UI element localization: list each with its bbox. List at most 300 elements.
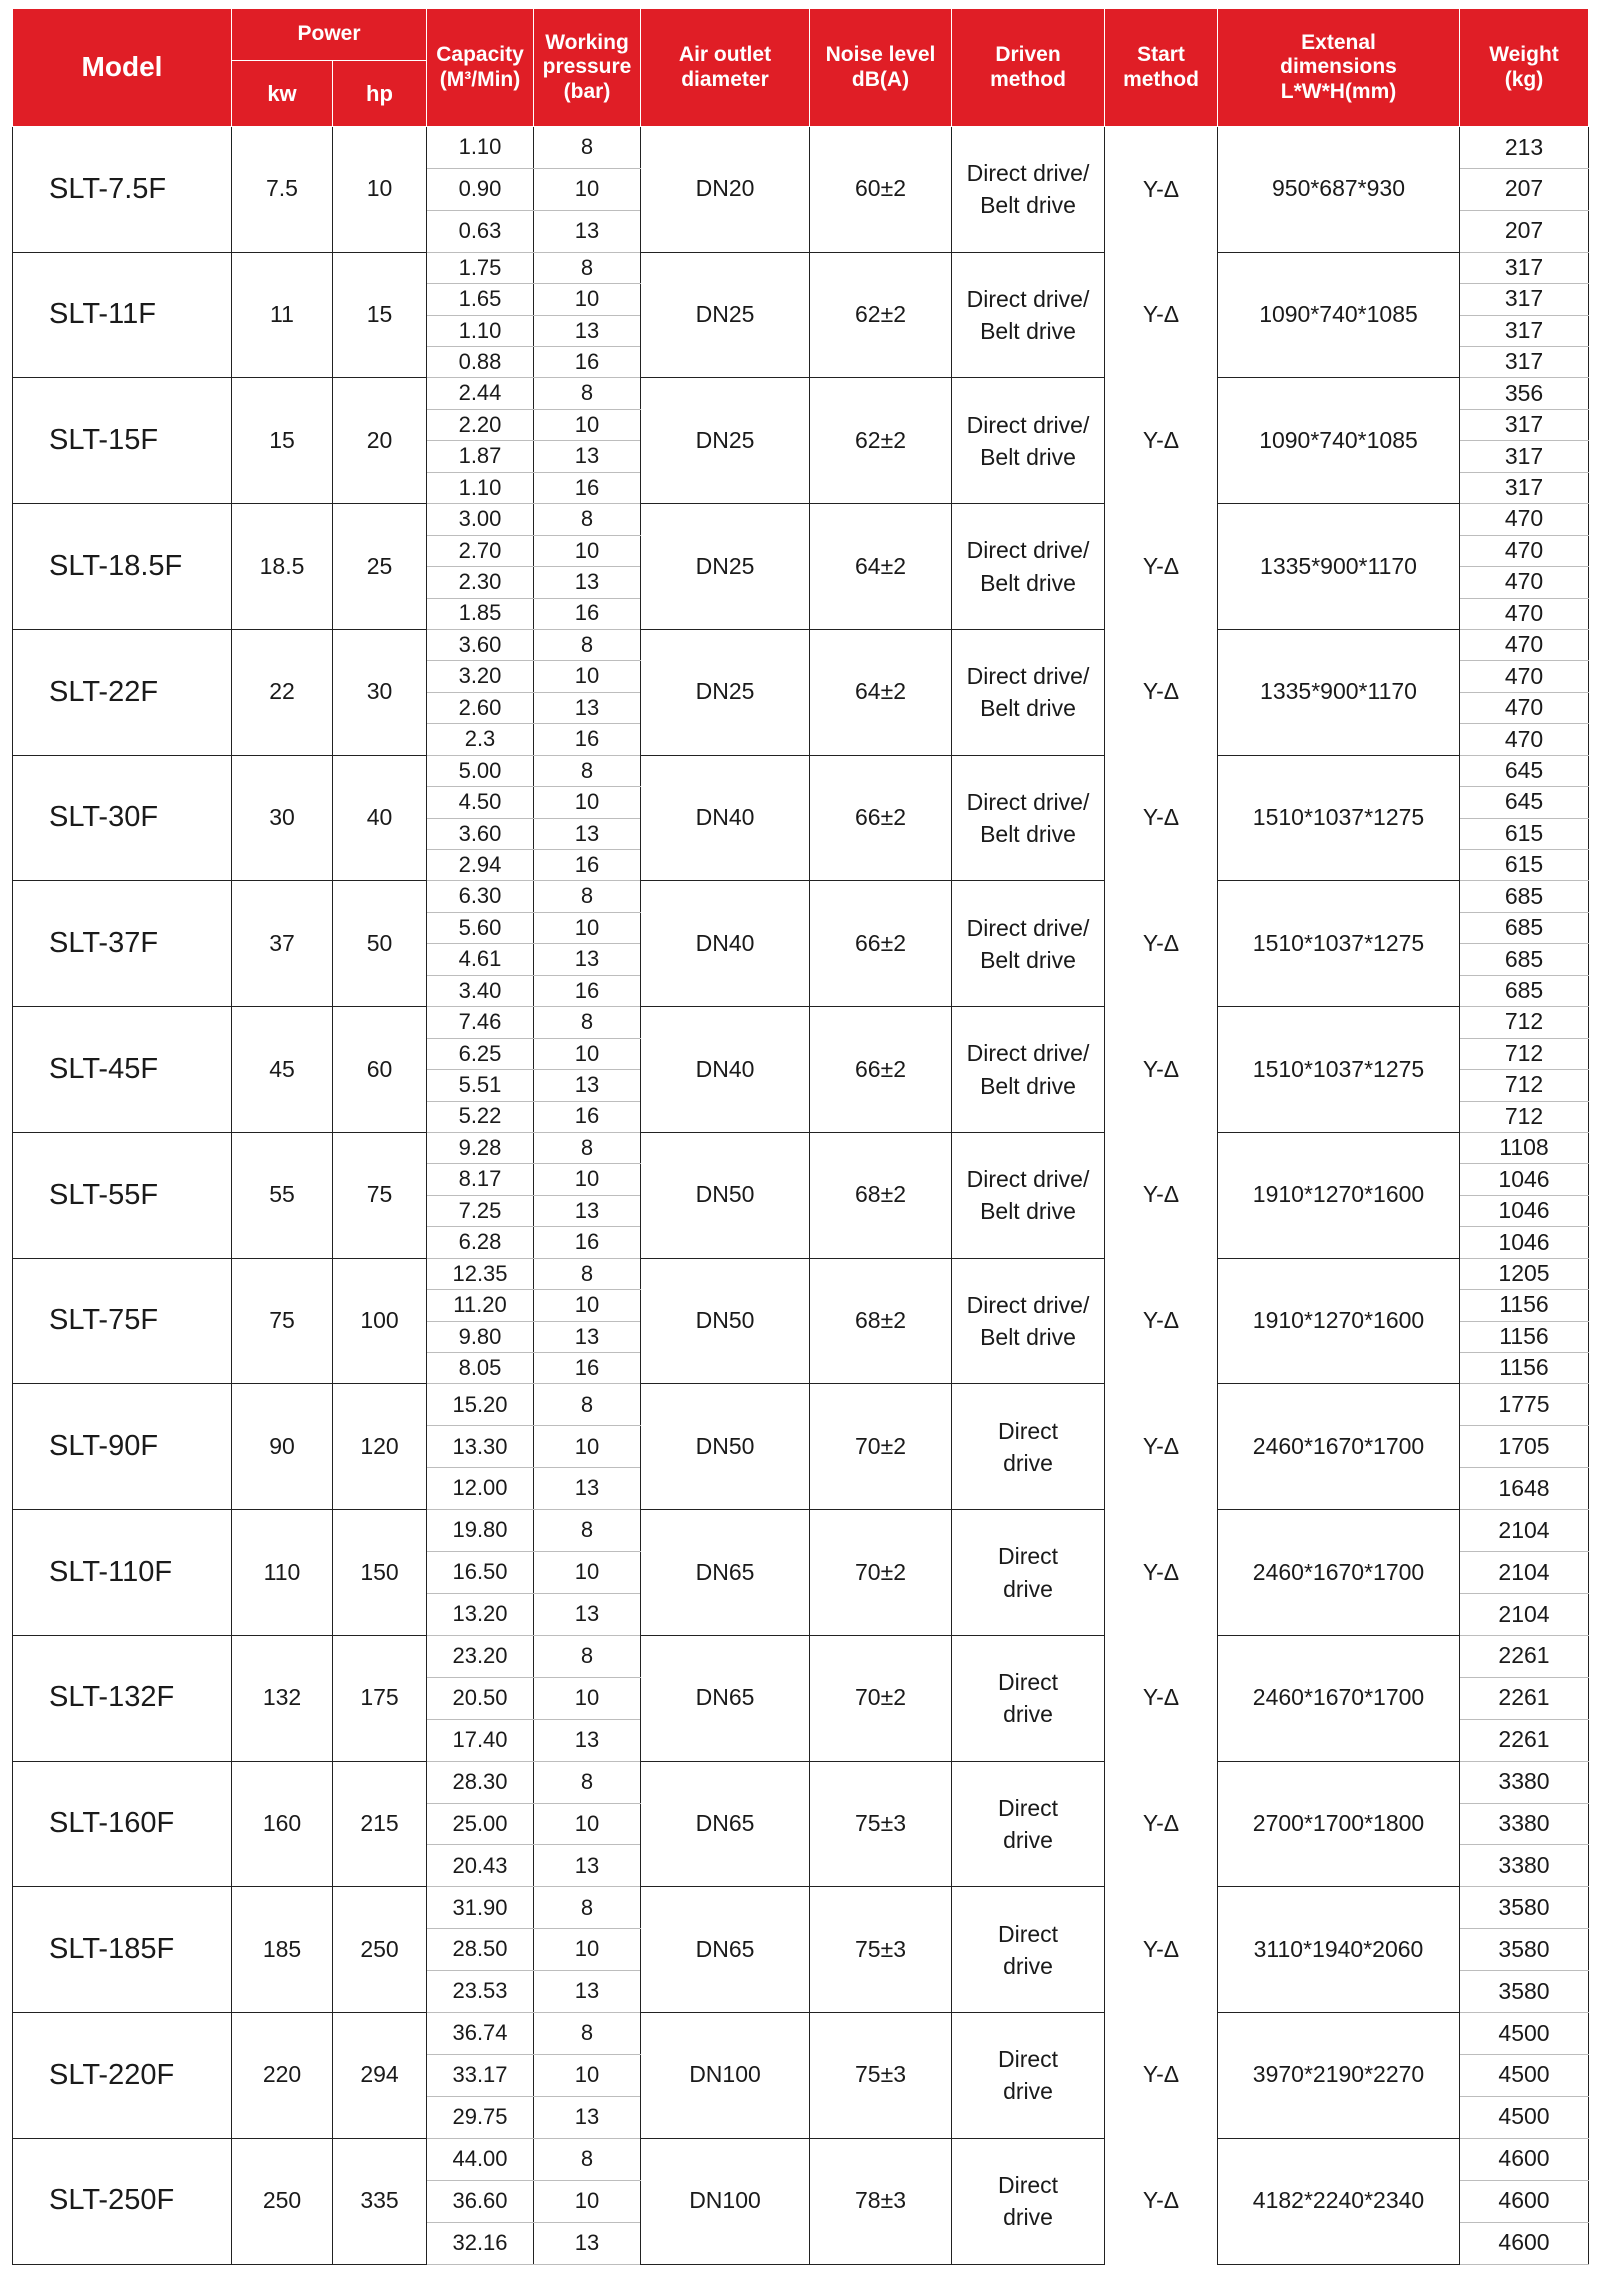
power-kw: 132 xyxy=(232,1635,333,1761)
capacity-value: 2.94 xyxy=(427,850,534,881)
model-name: SLT-11F xyxy=(13,252,232,378)
pressure-value: 8 xyxy=(534,127,641,169)
air-outlet: DN50 xyxy=(641,1384,810,1510)
capacity-value: 6.28 xyxy=(427,1227,534,1258)
header-outlet xyxy=(641,9,810,127)
power-kw: 7.5 xyxy=(232,127,333,253)
pressure-value: 16 xyxy=(534,724,641,755)
weight-value: 470 xyxy=(1460,598,1589,629)
weight-value: 712 xyxy=(1460,1070,1589,1101)
start-method: Y-Δ xyxy=(1105,1887,1218,2013)
power-kw: 90 xyxy=(232,1384,333,1510)
noise-level: 70±2 xyxy=(810,1635,952,1761)
pressure-value: 8 xyxy=(534,252,641,283)
driven-method-line1: Direct xyxy=(997,1543,1059,1570)
driven-method-line2: Belt drive xyxy=(980,946,1076,973)
capacity-value: 0.90 xyxy=(427,168,534,210)
start-method: Y-Δ xyxy=(1105,252,1218,378)
header-driven xyxy=(952,9,1105,127)
noise-level: 68±2 xyxy=(810,1258,952,1384)
power-kw: 75 xyxy=(232,1258,333,1384)
header-hp xyxy=(333,61,427,127)
start-method: Y-Δ xyxy=(1105,1384,1218,1510)
pressure-value: 8 xyxy=(534,881,641,912)
weight-value: 470 xyxy=(1460,661,1589,692)
start-method: Y-Δ xyxy=(1105,1761,1218,1887)
header-dims-line3: L*W*H(mm) xyxy=(1280,79,1397,103)
capacity-value: 3.20 xyxy=(427,661,534,692)
model-name: SLT-18.5F xyxy=(13,504,232,630)
weight-value: 470 xyxy=(1460,724,1589,755)
driven-method xyxy=(952,881,1105,1007)
weight-value: 3580 xyxy=(1460,1971,1589,2013)
noise-level: 62±2 xyxy=(810,252,952,378)
air-outlet: DN40 xyxy=(641,1007,810,1133)
weight-value: 645 xyxy=(1460,787,1589,818)
header-driven-line2: method xyxy=(990,67,1066,91)
pressure-value: 13 xyxy=(534,1468,641,1510)
driven-method-line1: Direct xyxy=(997,1794,1059,1821)
external-dimensions: 1510*1037*1275 xyxy=(1218,1007,1460,1133)
driven-method-line1: Direct drive/ xyxy=(966,914,1090,941)
capacity-value: 4.61 xyxy=(427,944,534,975)
table-row xyxy=(13,378,1589,409)
pressure-value: 8 xyxy=(534,2138,641,2180)
header-pressure xyxy=(534,9,641,127)
power-hp: 40 xyxy=(333,755,427,881)
pressure-value: 16 xyxy=(534,347,641,378)
pressure-value: 8 xyxy=(534,1887,641,1929)
driven-method xyxy=(952,504,1105,630)
driven-method xyxy=(952,1761,1105,1887)
air-outlet: DN25 xyxy=(641,504,810,630)
header-capacity xyxy=(427,9,534,127)
capacity-value: 3.60 xyxy=(427,629,534,660)
header-start-line1: Start xyxy=(1137,43,1185,67)
header-pressure-line2: pressure xyxy=(542,55,632,79)
weight-value: 685 xyxy=(1460,975,1589,1006)
pressure-value: 10 xyxy=(534,2054,641,2096)
noise-level: 62±2 xyxy=(810,378,952,504)
model-name: SLT-90F xyxy=(13,1384,232,1510)
driven-method-line1: Direct drive/ xyxy=(966,1040,1090,1067)
weight-value: 4600 xyxy=(1460,2222,1589,2264)
external-dimensions: 1910*1270*1600 xyxy=(1218,1258,1460,1384)
power-kw: 30 xyxy=(232,755,333,881)
noise-level: 64±2 xyxy=(810,504,952,630)
pressure-value: 16 xyxy=(534,1101,641,1132)
table-row xyxy=(13,1384,1589,1426)
header-outlet-line1: Air outlet xyxy=(678,43,772,67)
power-hp: 60 xyxy=(333,1007,427,1133)
power-hp: 50 xyxy=(333,881,427,1007)
external-dimensions: 2700*1700*1800 xyxy=(1218,1761,1460,1887)
capacity-value: 8.17 xyxy=(427,1164,534,1195)
pressure-value: 8 xyxy=(534,1132,641,1163)
pressure-value: 10 xyxy=(534,284,641,315)
power-kw: 15 xyxy=(232,378,333,504)
power-kw: 22 xyxy=(232,629,333,755)
pressure-value: 10 xyxy=(534,1164,641,1195)
power-kw: 55 xyxy=(232,1132,333,1258)
table-row xyxy=(13,504,1589,535)
driven-method-line2: Belt drive xyxy=(980,569,1076,596)
weight-value: 1775 xyxy=(1460,1384,1589,1426)
weight-value: 207 xyxy=(1460,210,1589,252)
table-row xyxy=(13,881,1589,912)
driven-method xyxy=(952,2013,1105,2139)
air-outlet: DN25 xyxy=(641,629,810,755)
noise-level: 75±3 xyxy=(810,1761,952,1887)
capacity-value: 1.75 xyxy=(427,252,534,283)
spec-table xyxy=(12,8,1589,2265)
weight-value: 685 xyxy=(1460,944,1589,975)
weight-value: 1648 xyxy=(1460,1468,1589,1510)
header-capacity-line2: (M³/Min) xyxy=(439,67,521,91)
capacity-value: 19.80 xyxy=(427,1510,534,1552)
pressure-value: 16 xyxy=(534,472,641,503)
pressure-value: 16 xyxy=(534,850,641,881)
external-dimensions: 1090*740*1085 xyxy=(1218,252,1460,378)
driven-method xyxy=(952,1384,1105,1510)
table-row xyxy=(13,1635,1589,1677)
header-kw xyxy=(232,61,333,127)
driven-method-line2: Belt drive xyxy=(980,1072,1076,1099)
capacity-value: 36.60 xyxy=(427,2180,534,2222)
capacity-value: 1.85 xyxy=(427,598,534,629)
driven-method-line2: drive xyxy=(1003,1952,1053,1979)
weight-value: 3380 xyxy=(1460,1803,1589,1845)
model-name: SLT-220F xyxy=(13,2013,232,2139)
power-kw: 18.5 xyxy=(232,504,333,630)
air-outlet: DN25 xyxy=(641,378,810,504)
external-dimensions: 1910*1270*1600 xyxy=(1218,1132,1460,1258)
pressure-value: 13 xyxy=(534,944,641,975)
weight-value: 317 xyxy=(1460,409,1589,440)
capacity-value: 2.3 xyxy=(427,724,534,755)
header-weight-line1: Weight xyxy=(1489,43,1559,67)
pressure-value: 8 xyxy=(534,504,641,535)
header-start xyxy=(1105,9,1218,127)
start-method: Y-Δ xyxy=(1105,881,1218,1007)
table-row xyxy=(13,252,1589,283)
header-driven-line1: Driven xyxy=(995,43,1061,67)
air-outlet: DN100 xyxy=(641,2013,810,2139)
header-noise xyxy=(810,9,952,127)
table-row xyxy=(13,1887,1589,1929)
header-start-line2: method xyxy=(1123,67,1199,91)
start-method: Y-Δ xyxy=(1105,1635,1218,1761)
driven-method-line1: Direct drive/ xyxy=(966,285,1090,312)
weight-value: 3580 xyxy=(1460,1887,1589,1929)
driven-method xyxy=(952,1887,1105,2013)
pressure-value: 10 xyxy=(534,535,641,566)
capacity-value: 7.25 xyxy=(427,1195,534,1226)
capacity-value: 1.10 xyxy=(427,315,534,346)
driven-method xyxy=(952,1007,1105,1133)
driven-method-line1: Direct xyxy=(997,1669,1059,1696)
model-name: SLT-37F xyxy=(13,881,232,1007)
air-outlet: DN65 xyxy=(641,1761,810,1887)
driven-method-line1: Direct drive/ xyxy=(966,788,1090,815)
driven-method-line1: Direct drive/ xyxy=(966,411,1090,438)
weight-value: 317 xyxy=(1460,441,1589,472)
external-dimensions: 950*687*930 xyxy=(1218,127,1460,253)
table-row xyxy=(13,1761,1589,1803)
capacity-value: 12.00 xyxy=(427,1468,534,1510)
pressure-value: 10 xyxy=(534,1803,641,1845)
power-hp: 20 xyxy=(333,378,427,504)
pressure-value: 10 xyxy=(534,168,641,210)
pressure-value: 13 xyxy=(534,1594,641,1636)
model-name: SLT-250F xyxy=(13,2138,232,2264)
weight-value: 685 xyxy=(1460,912,1589,943)
noise-level: 60±2 xyxy=(810,127,952,253)
pressure-value: 10 xyxy=(534,661,641,692)
weight-value: 4600 xyxy=(1460,2180,1589,2222)
power-kw: 11 xyxy=(232,252,333,378)
external-dimensions: 1510*1037*1275 xyxy=(1218,881,1460,1007)
spec-body xyxy=(13,127,1589,2265)
driven-method xyxy=(952,1510,1105,1636)
external-dimensions: 2460*1670*1700 xyxy=(1218,1384,1460,1510)
pressure-value: 13 xyxy=(534,818,641,849)
power-hp: 215 xyxy=(333,1761,427,1887)
header-pressure-line1: Working xyxy=(545,31,629,55)
weight-value: 2104 xyxy=(1460,1594,1589,1636)
capacity-value: 3.00 xyxy=(427,504,534,535)
table-row xyxy=(13,2138,1589,2180)
pressure-value: 13 xyxy=(534,1070,641,1101)
power-hp: 15 xyxy=(333,252,427,378)
capacity-value: 23.53 xyxy=(427,1971,534,2013)
weight-value: 712 xyxy=(1460,1007,1589,1038)
pressure-value: 10 xyxy=(534,1677,641,1719)
pressure-value: 16 xyxy=(534,1353,641,1384)
weight-value: 2261 xyxy=(1460,1635,1589,1677)
capacity-value: 5.00 xyxy=(427,755,534,786)
driven-method-line2: drive xyxy=(1003,1701,1053,1728)
driven-method-line1: Direct drive/ xyxy=(966,663,1090,690)
air-outlet: DN100 xyxy=(641,2138,810,2264)
table-row xyxy=(13,1132,1589,1163)
pressure-value: 10 xyxy=(534,1552,641,1594)
header-dims-line2: dimensions xyxy=(1280,55,1397,79)
header-capacity-line1: Capacity xyxy=(436,43,524,67)
driven-method-line2: drive xyxy=(1003,1449,1053,1476)
noise-level: 66±2 xyxy=(810,1007,952,1133)
pressure-value: 13 xyxy=(534,441,641,472)
weight-value: 2104 xyxy=(1460,1510,1589,1552)
pressure-value: 13 xyxy=(534,1195,641,1226)
driven-method-line1: Direct drive/ xyxy=(966,537,1090,564)
driven-method xyxy=(952,1258,1105,1384)
table-row xyxy=(13,1510,1589,1552)
power-kw: 250 xyxy=(232,2138,333,2264)
weight-value: 1156 xyxy=(1460,1321,1589,1352)
driven-method-line2: drive xyxy=(1003,1826,1053,1853)
capacity-value: 29.75 xyxy=(427,2096,534,2138)
start-method: Y-Δ xyxy=(1105,2138,1218,2264)
model-name: SLT-45F xyxy=(13,1007,232,1133)
model-name: SLT-15F xyxy=(13,378,232,504)
capacity-value: 6.30 xyxy=(427,881,534,912)
pressure-value: 13 xyxy=(534,2222,641,2264)
driven-method-line2: Belt drive xyxy=(980,1198,1076,1225)
driven-method-line2: Belt drive xyxy=(980,695,1076,722)
capacity-value: 0.88 xyxy=(427,347,534,378)
weight-value: 3380 xyxy=(1460,1845,1589,1887)
driven-method xyxy=(952,2138,1105,2264)
driven-method-line1: Direct drive/ xyxy=(966,1166,1090,1193)
pressure-value: 10 xyxy=(534,1038,641,1069)
capacity-value: 36.74 xyxy=(427,2013,534,2055)
air-outlet: DN65 xyxy=(641,1635,810,1761)
weight-value: 3580 xyxy=(1460,1929,1589,1971)
model-name: SLT-75F xyxy=(13,1258,232,1384)
power-hp: 25 xyxy=(333,504,427,630)
pressure-value: 8 xyxy=(534,1258,641,1289)
header-pressure-line3: (bar) xyxy=(563,79,611,103)
air-outlet: DN65 xyxy=(641,1510,810,1636)
capacity-value: 44.00 xyxy=(427,2138,534,2180)
power-hp: 100 xyxy=(333,1258,427,1384)
power-hp: 75 xyxy=(333,1132,427,1258)
driven-method xyxy=(952,755,1105,881)
start-method: Y-Δ xyxy=(1105,504,1218,630)
table-row xyxy=(13,2013,1589,2055)
pressure-value: 8 xyxy=(534,1635,641,1677)
pressure-value: 10 xyxy=(534,2180,641,2222)
weight-value: 3380 xyxy=(1460,1761,1589,1803)
model-name: SLT-132F xyxy=(13,1635,232,1761)
power-kw: 110 xyxy=(232,1510,333,1636)
weight-value: 317 xyxy=(1460,347,1589,378)
start-method: Y-Δ xyxy=(1105,2013,1218,2139)
start-method: Y-Δ xyxy=(1105,1132,1218,1258)
weight-value: 685 xyxy=(1460,881,1589,912)
capacity-value: 0.63 xyxy=(427,210,534,252)
model-name: SLT-7.5F xyxy=(13,127,232,253)
header-dimensions xyxy=(1218,9,1460,127)
model-name: SLT-22F xyxy=(13,629,232,755)
capacity-value: 9.28 xyxy=(427,1132,534,1163)
weight-value: 317 xyxy=(1460,252,1589,283)
start-method: Y-Δ xyxy=(1105,1007,1218,1133)
pressure-value: 8 xyxy=(534,2013,641,2055)
pressure-value: 8 xyxy=(534,629,641,660)
pressure-value: 10 xyxy=(534,409,641,440)
capacity-value: 25.00 xyxy=(427,1803,534,1845)
pressure-value: 10 xyxy=(534,1426,641,1468)
power-hp: 120 xyxy=(333,1384,427,1510)
weight-value: 2261 xyxy=(1460,1719,1589,1761)
header-noise-line1: Noise level xyxy=(825,43,936,67)
table-row xyxy=(13,755,1589,786)
capacity-value: 11.20 xyxy=(427,1290,534,1321)
capacity-value: 17.40 xyxy=(427,1719,534,1761)
table-row xyxy=(13,629,1589,660)
weight-value: 4500 xyxy=(1460,2054,1589,2096)
capacity-value: 3.40 xyxy=(427,975,534,1006)
capacity-value: 31.90 xyxy=(427,1887,534,1929)
weight-value: 1108 xyxy=(1460,1132,1589,1163)
pressure-value: 10 xyxy=(534,1290,641,1321)
power-hp: 335 xyxy=(333,2138,427,2264)
power-hp: 150 xyxy=(333,1510,427,1636)
power-hp: 250 xyxy=(333,1887,427,2013)
external-dimensions: 3110*1940*2060 xyxy=(1218,1887,1460,2013)
pressure-value: 10 xyxy=(534,1929,641,1971)
header-hp-label: hp xyxy=(366,80,393,106)
capacity-value: 4.50 xyxy=(427,787,534,818)
weight-value: 1046 xyxy=(1460,1227,1589,1258)
driven-method-line2: Belt drive xyxy=(980,318,1076,345)
header-outlet-line2: diameter xyxy=(681,67,769,91)
capacity-value: 3.60 xyxy=(427,818,534,849)
model-name: SLT-160F xyxy=(13,1761,232,1887)
header-dims-line1: Extenal xyxy=(1301,31,1376,55)
header-noise-line2: dB(A) xyxy=(851,67,910,91)
power-kw: 220 xyxy=(232,2013,333,2139)
pressure-value: 10 xyxy=(534,787,641,818)
weight-value: 470 xyxy=(1460,567,1589,598)
external-dimensions: 1335*900*1170 xyxy=(1218,629,1460,755)
capacity-value: 1.10 xyxy=(427,127,534,169)
capacity-value: 5.60 xyxy=(427,912,534,943)
capacity-value: 7.46 xyxy=(427,1007,534,1038)
capacity-value: 2.20 xyxy=(427,409,534,440)
weight-value: 1046 xyxy=(1460,1195,1589,1226)
weight-value: 317 xyxy=(1460,284,1589,315)
power-hp: 30 xyxy=(333,629,427,755)
noise-level: 66±2 xyxy=(810,755,952,881)
header-model-label: Model xyxy=(81,51,163,83)
weight-value: 1046 xyxy=(1460,1164,1589,1195)
driven-method xyxy=(952,252,1105,378)
pressure-value: 13 xyxy=(534,210,641,252)
driven-method-line1: Direct xyxy=(997,2171,1059,2198)
air-outlet: DN50 xyxy=(641,1132,810,1258)
capacity-value: 15.20 xyxy=(427,1384,534,1426)
table-row xyxy=(13,1258,1589,1289)
pressure-value: 16 xyxy=(534,1227,641,1258)
capacity-value: 32.16 xyxy=(427,2222,534,2264)
pressure-value: 8 xyxy=(534,1007,641,1038)
external-dimensions: 3970*2190*2270 xyxy=(1218,2013,1460,2139)
weight-value: 213 xyxy=(1460,127,1589,169)
pressure-value: 13 xyxy=(534,1845,641,1887)
capacity-value: 20.43 xyxy=(427,1845,534,1887)
air-outlet: DN20 xyxy=(641,127,810,253)
driven-method-line1: Direct xyxy=(997,1417,1059,1444)
weight-value: 1156 xyxy=(1460,1290,1589,1321)
driven-method-line2: drive xyxy=(1003,2078,1053,2105)
pressure-value: 13 xyxy=(534,1321,641,1352)
model-name: SLT-55F xyxy=(13,1132,232,1258)
external-dimensions: 1510*1037*1275 xyxy=(1218,755,1460,881)
capacity-value: 2.70 xyxy=(427,535,534,566)
weight-value: 317 xyxy=(1460,315,1589,346)
air-outlet: DN65 xyxy=(641,1887,810,2013)
model-name: SLT-110F xyxy=(13,1510,232,1636)
external-dimensions: 1090*740*1085 xyxy=(1218,378,1460,504)
noise-level: 75±3 xyxy=(810,2013,952,2139)
weight-value: 470 xyxy=(1460,629,1589,660)
capacity-value: 5.51 xyxy=(427,1070,534,1101)
noise-level: 68±2 xyxy=(810,1132,952,1258)
driven-method xyxy=(952,629,1105,755)
